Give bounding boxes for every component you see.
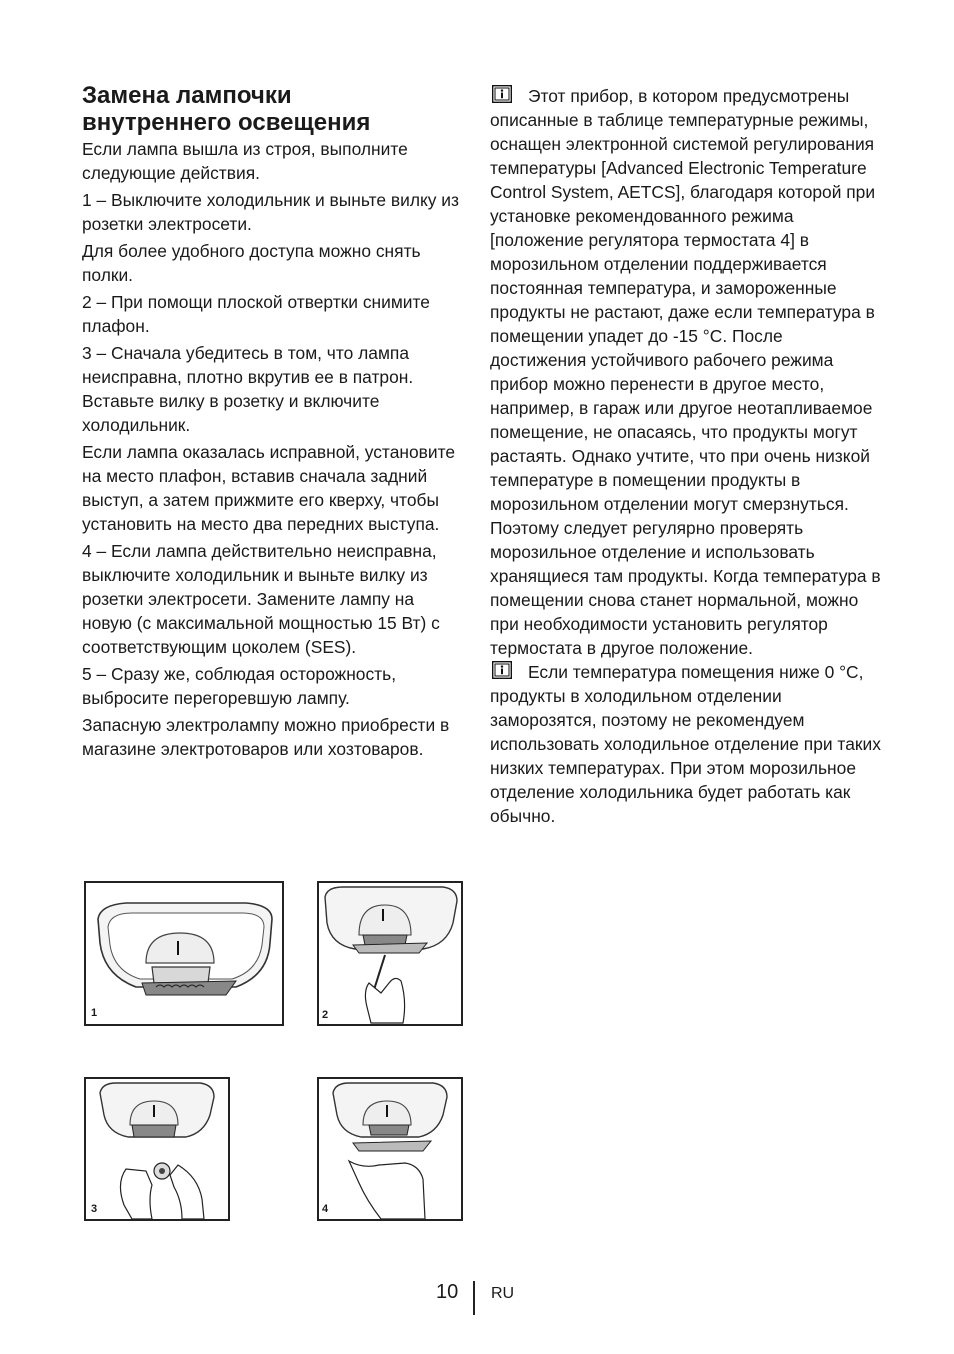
right-column xyxy=(490,84,882,828)
figure-1 xyxy=(84,881,284,1026)
paragraph: Для более удобного доступа можно снять полки. xyxy=(82,241,421,285)
figure-number: 1 xyxy=(91,1007,98,1019)
figure-number: 3 xyxy=(91,1203,98,1215)
info-note-2-text: Если температура помещения ниже 0 °C, продукты в холодильном отделении заморозятся, поэтому не рекомендуем использовать холодильное отделение при таких низких температурах. При этом морозильное отделение холодильника будет работать как обычно. xyxy=(490,662,881,826)
left-column xyxy=(82,82,466,764)
info-note-1-text: Этот прибор, в котором предусмотрены описанные в таблице температурные режимы, оснащен электронной системой регулирования температуры [Advanced Electronic Temperature Control System, AETCS], благодаря которой при установке рекомендованного режима [положение регулятора термостата 4] в морозильном отделении поддерживается постоянная температура, и замороженные продукты не растают, даже если температура в помещении упадет до -15 °C. После достижения устойчивого рабочего режима прибор можно перенести в другое место, например, в гараж или другое неотапливаемое помещение, не опасаясь, что продукты могут растаять. Однако учтите, что при очень низкой температуре в помещении продукты в морозильном отделении могут смерзнуться. Поэтому следует регулярно проверять морозильное отделение и использовать хранящиеся там продукты. Когда температура в помещении снова станет нормальной, можно при необходимости установить регулятор термостата в другое положение. xyxy=(490,86,881,658)
bulb-check-illustration xyxy=(86,1079,228,1219)
step-4: 4 – Если лампа действительно неисправна, выключите холодильник и выньте вилку из розетки электросети. Замените лампу на новую (с максимальной мощностью 15 Вт) с соответствующим цоколем (SES). xyxy=(82,541,440,657)
screwdriver-illustration xyxy=(319,883,461,1024)
info-note-2 xyxy=(490,660,882,828)
title-line-1: Замена лампочки xyxy=(82,82,292,109)
footer-divider xyxy=(473,1281,475,1315)
figure-3 xyxy=(84,1077,230,1221)
info-icon xyxy=(492,661,512,679)
section-title xyxy=(82,82,466,136)
step-3: 3 – Сначала убедитесь в том, что лампа неисправна, плотно вкрутив ее в патрон. Вставьте вилку в розетку и включите холодильник. xyxy=(82,343,414,435)
page-number: 10 xyxy=(436,1281,459,1303)
step-2: 2 – При помощи плоской отвертки снимите плафон. xyxy=(82,292,430,336)
title-line-2: внутреннего освещения xyxy=(82,109,371,136)
figure-number: 4 xyxy=(322,1203,329,1215)
lamp-housing-illustration xyxy=(86,883,282,1024)
step-5: 5 – Сразу же, соблюдая осторожность, выбросите перегоревшую лампу. xyxy=(82,664,397,708)
figure-2 xyxy=(317,881,463,1026)
figure-number: 2 xyxy=(322,1009,329,1021)
cover-refit-illustration xyxy=(319,1079,461,1219)
paragraph: Если лампа оказалась исправной, установите на место плафон, вставив сначала задний выступ, а затем прижмите его кверху, чтобы установить на место два передних выступа. xyxy=(82,442,456,534)
step-1: 1 – Выключите холодильник и выньте вилку из розетки электросети. xyxy=(82,190,459,234)
paragraph: Запасную электролампу можно приобрести в магазине электротоваров или хозтоваров. xyxy=(82,715,450,759)
language-code: RU xyxy=(491,1285,515,1302)
info-icon xyxy=(492,85,512,103)
figure-4 xyxy=(317,1077,463,1221)
paragraph: Если лампа вышла из строя, выполните следующие действия. xyxy=(82,139,408,183)
info-note-1 xyxy=(490,84,882,660)
